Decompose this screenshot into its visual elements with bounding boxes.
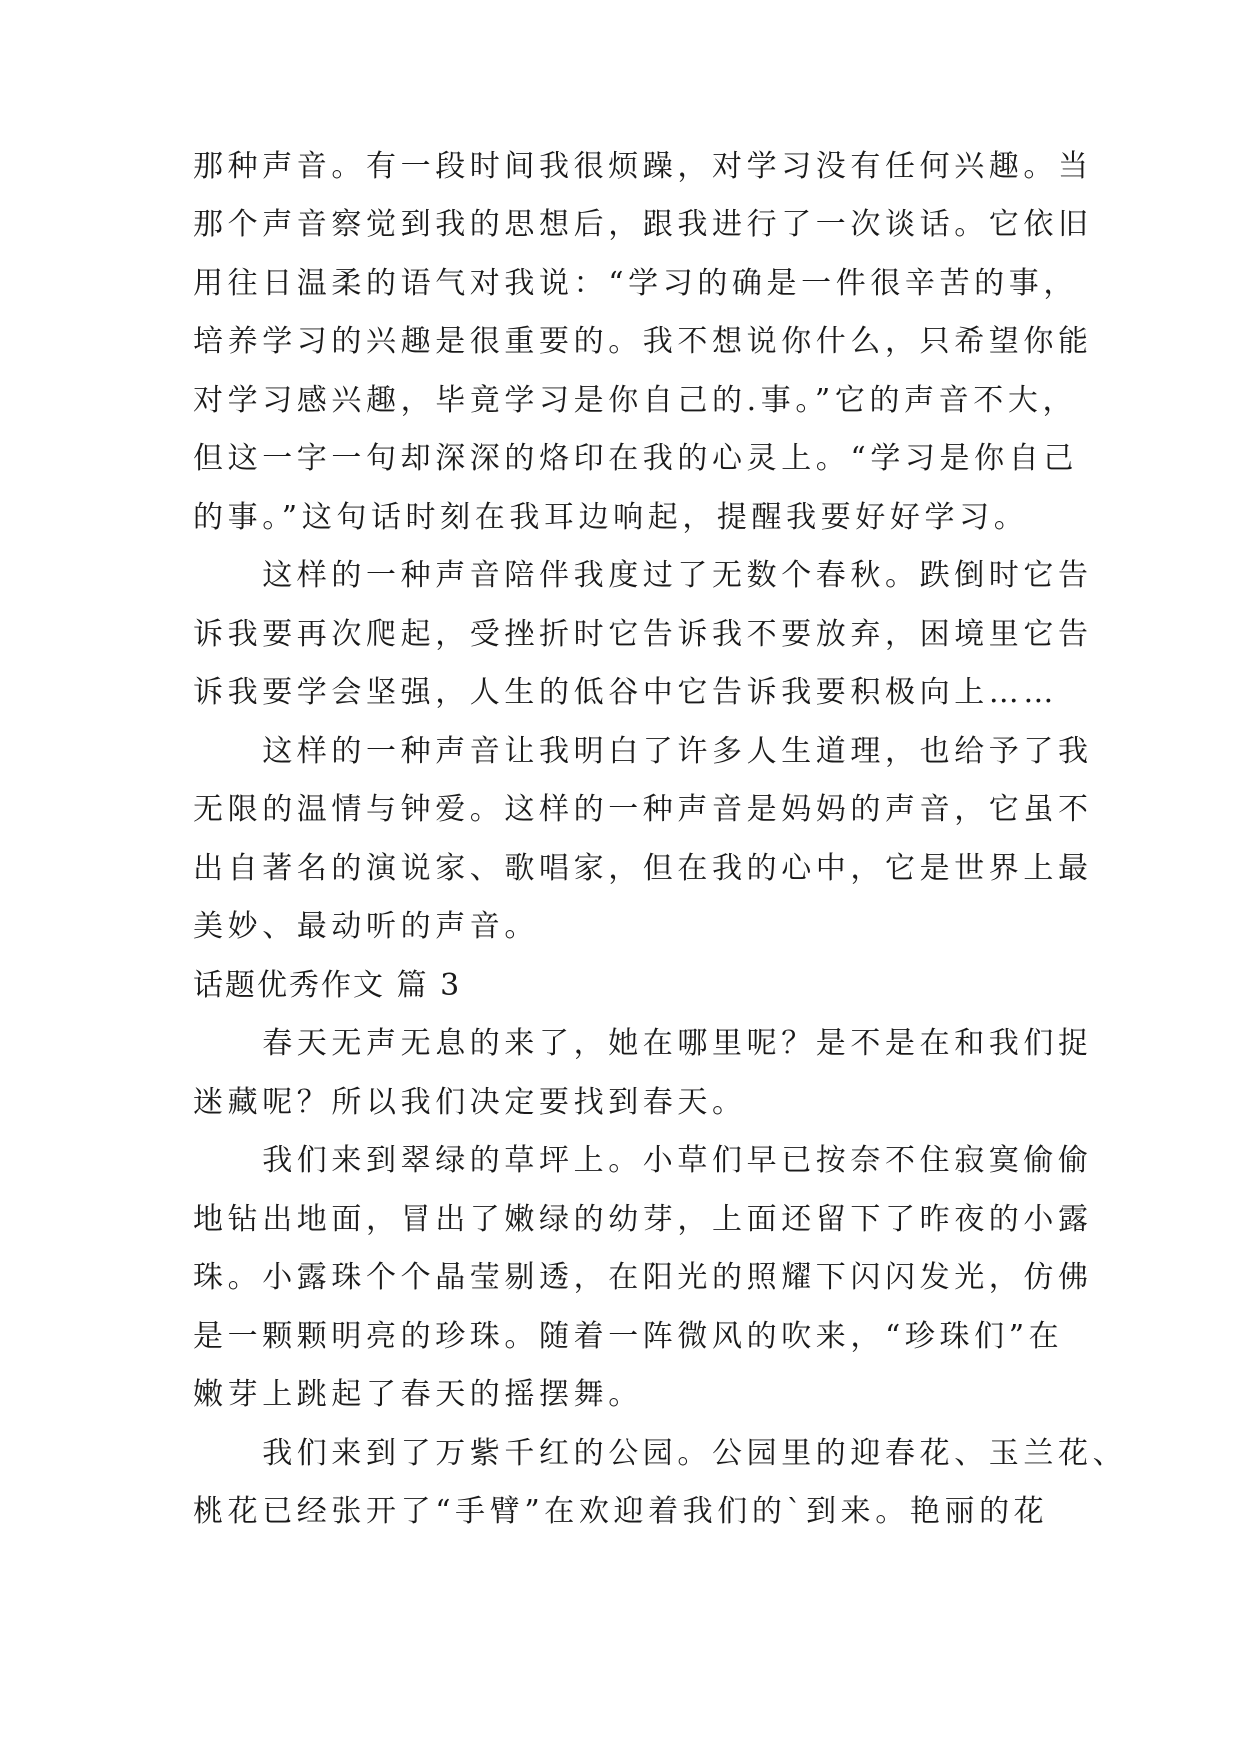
text-line: 诉我要再次爬起，受挫折时它告诉我不要放弃，困境里它告 <box>193 617 1093 652</box>
text-line: 地钻出地面，冒出了嫩绿的幼芽，上面还留下了昨夜的小露 <box>193 1202 1093 1237</box>
text-line: 嫩芽上跳起了春天的摇摆舞。 <box>193 1377 643 1412</box>
text-line: 美妙、最动听的声音。 <box>193 909 539 944</box>
text-line: 春天无声无息的来了，她在哪里呢？是不是在和我们捉 <box>193 1026 1093 1061</box>
text-line: 无限的温情与钟爱。这样的一种声音是妈妈的声音，它虽不 <box>193 792 1093 827</box>
text-line: 我们来到翠绿的草坪上。小草们早已按奈不住寂寞偷偷 <box>193 1143 1093 1178</box>
text-line: 出自著名的演说家、歌唱家，但在我的心中，它是世界上最 <box>193 851 1093 886</box>
text-line: 那个声音察觉到我的思想后，跟我进行了一次谈话。它依旧 <box>193 207 1093 242</box>
text-line: 这样的一种声音陪伴我度过了无数个春秋。跌倒时它告 <box>193 558 1093 593</box>
text-line: 我们来到了万紫千红的公园。公园里的迎春花、玉兰花、 <box>193 1436 1128 1471</box>
text-line: 这样的一种声音让我明白了许多人生道理，也给予了我 <box>193 734 1093 769</box>
section-heading: 话题优秀作文 篇 3 <box>193 968 462 1003</box>
text-line: 用往日温柔的语气对我说：“学习的确是一件很辛苦的事， <box>193 266 1078 301</box>
text-line: 的事。”这句话时刻在我耳边响起，提醒我要好好学习。 <box>193 500 1029 535</box>
text-line: 是一颗颗明亮的珍珠。随着一阵微风的吹来，“珍珠们”在 <box>193 1319 1064 1354</box>
text-line: 珠。小露珠个个晶莹剔透，在阳光的照耀下闪闪发光，仿佛 <box>193 1260 1093 1295</box>
text-line: 对学习感兴趣，毕竟学习是你自己的.事。”它的声音不大， <box>193 383 1078 418</box>
text-line: 但这一字一句却深深的烙印在我的心灵上。“学习是你自己 <box>193 441 1078 476</box>
text-line: 那种声音。有一段时间我很烦躁，对学习没有任何兴趣。当 <box>193 149 1093 184</box>
text-line: 桃花已经张开了“手臂”在欢迎着我们的`到来。艳丽的花 <box>193 1494 1049 1529</box>
text-line: 培养学习的兴趣是很重要的。我不想说你什么，只希望你能 <box>193 324 1093 359</box>
text-line: 诉我要学会坚强，人生的低谷中它告诉我要积极向上…… <box>193 675 1058 710</box>
text-line: 迷藏呢？所以我们决定要找到春天。 <box>193 1085 747 1120</box>
